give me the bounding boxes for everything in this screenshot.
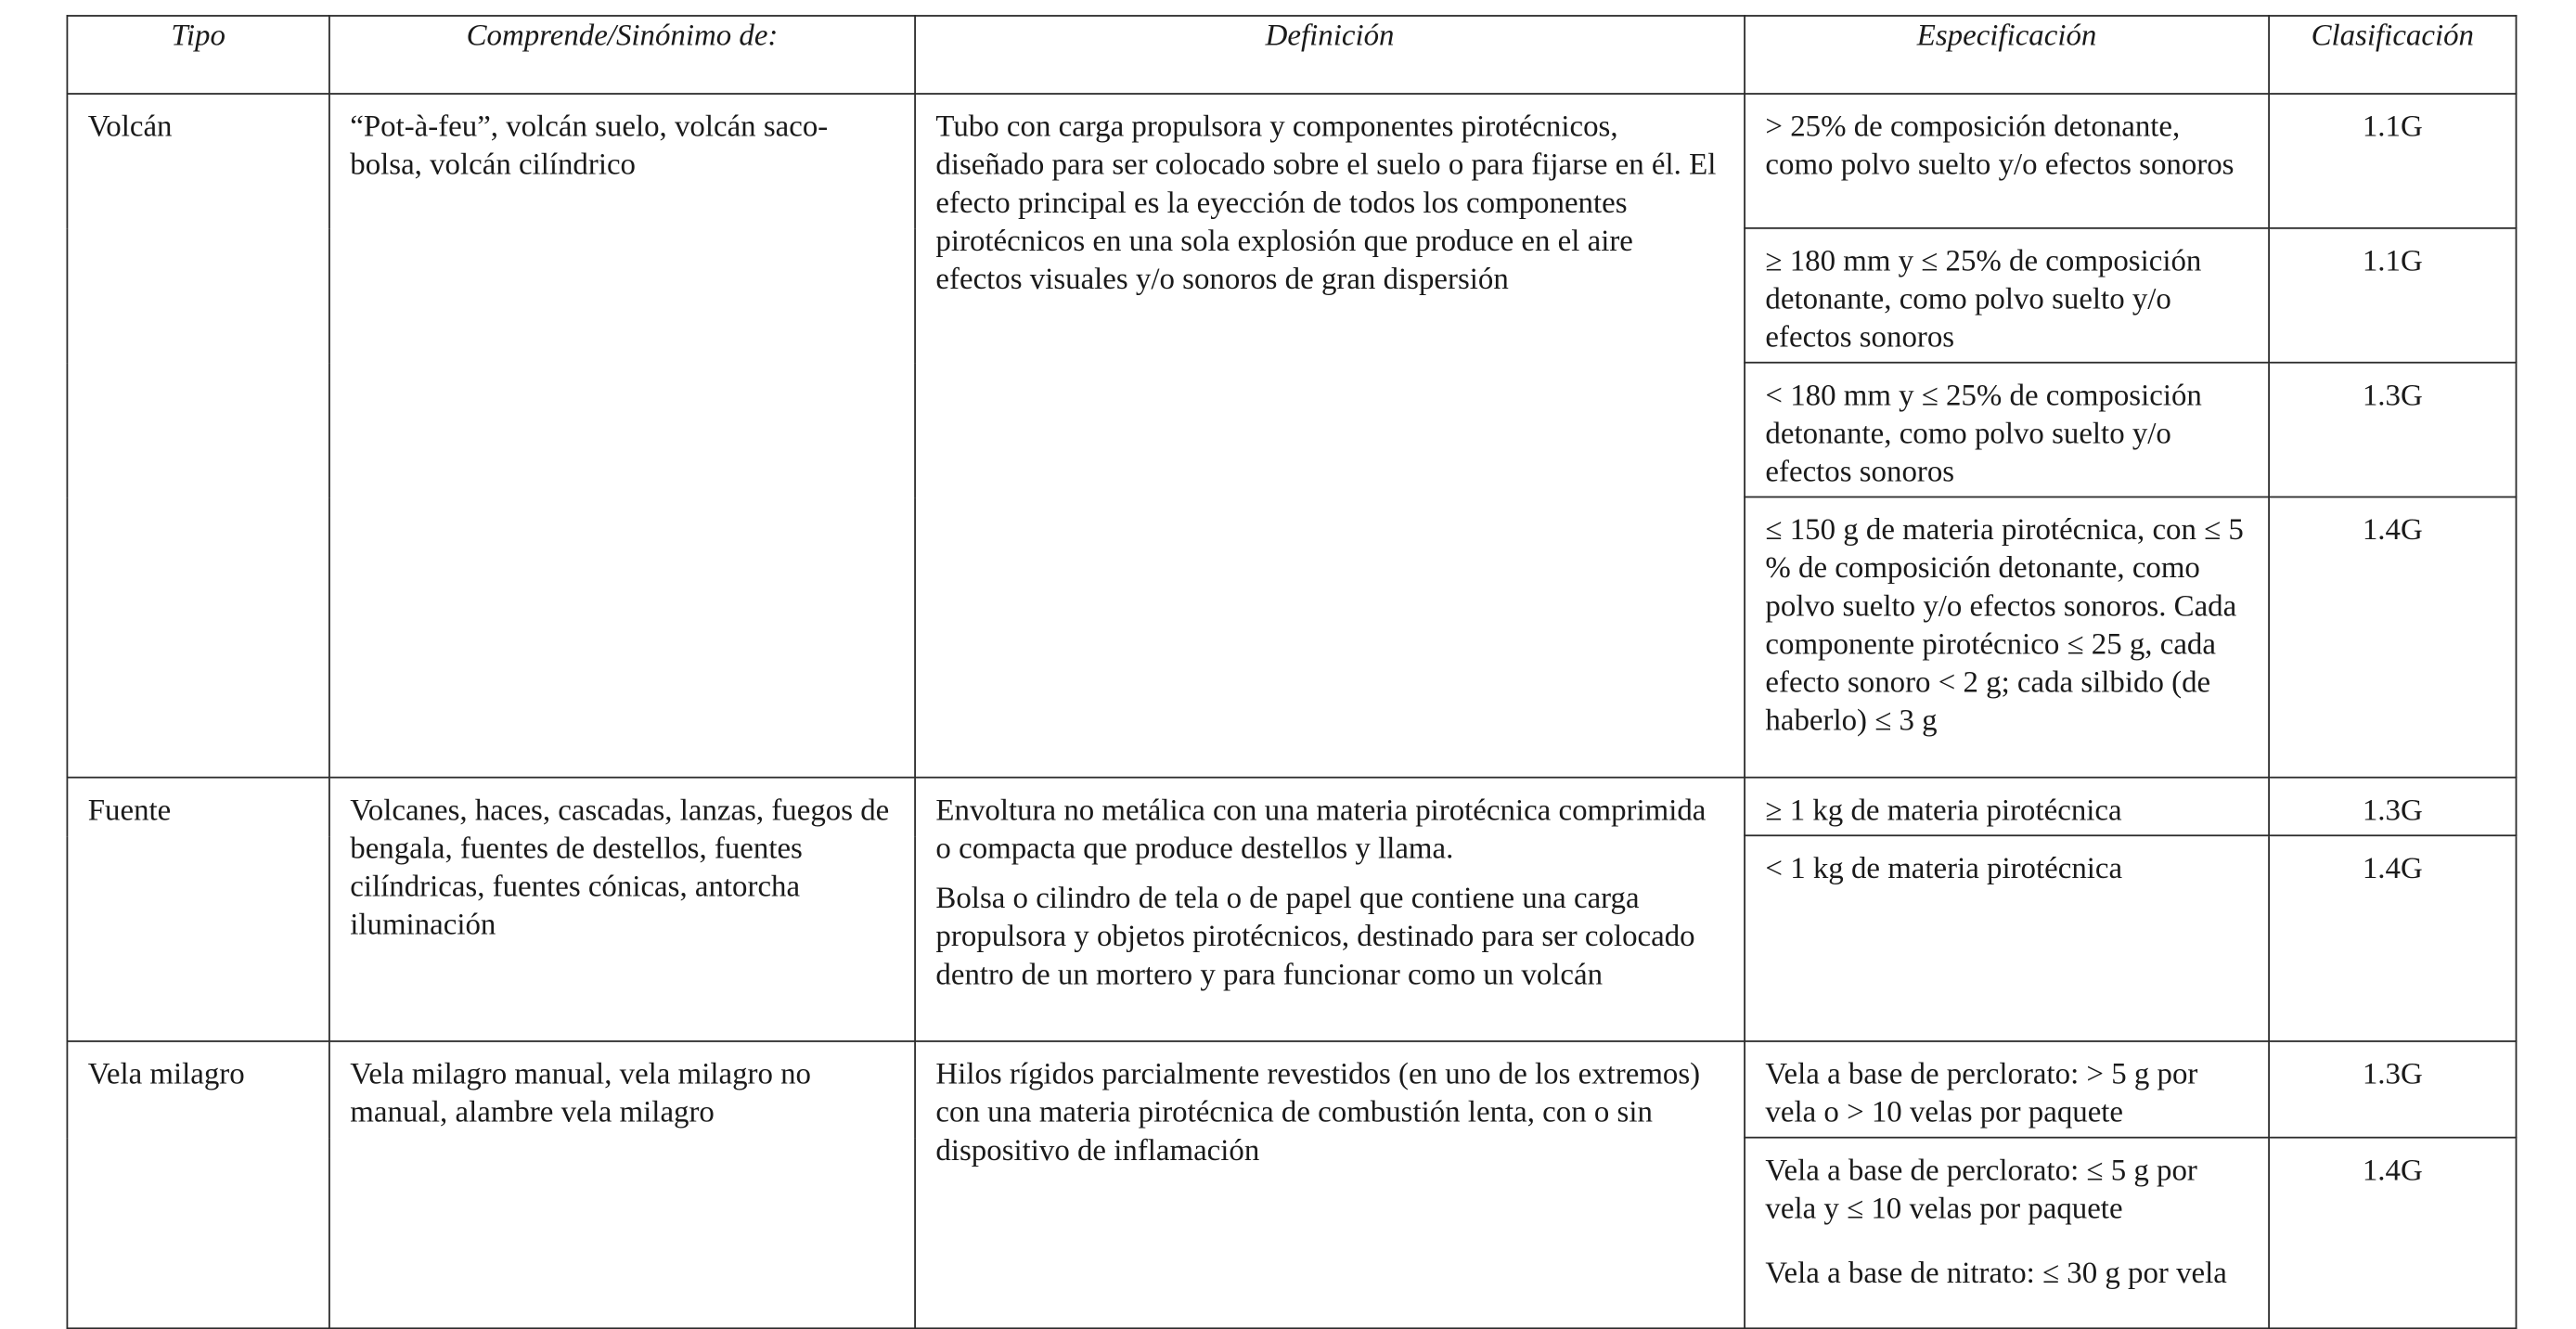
especificacion-cell — [1745, 228, 2269, 363]
especificacion-cell — [1745, 778, 2269, 836]
clasificacion-cell — [2269, 94, 2516, 228]
header-clasificacion: Clasificación — [2269, 16, 2516, 94]
clasificacion-text: 1.1G — [2362, 110, 2423, 143]
clasificacion-cell — [2269, 835, 2516, 1041]
clasificacion-cell — [2269, 497, 2516, 778]
clasificacion-cell — [2269, 228, 2516, 363]
table-row — [67, 778, 2516, 836]
table-row — [67, 1041, 2516, 1138]
tipo-cell — [67, 1041, 329, 1328]
comprende-text: Volcanes, haces, cascadas, lanzas, fuegos de bengala, fuentes de destellos, fuentes cilíndricas, fuentes cónicas, antorcha iluminación — [350, 793, 890, 941]
especificacion-text: > 25% de composición detonante, como polvo suelto y/o efectos sonoros — [1765, 110, 2235, 181]
especificacion-cell — [1745, 1041, 2269, 1138]
definicion-cell — [915, 94, 1745, 778]
clasificacion-text: 1.4G — [2362, 1153, 2423, 1187]
header-especificacion: Especificación — [1745, 16, 2269, 94]
comprende-text: Vela milagro manual, vela milagro no manual, alambre vela milagro — [350, 1056, 812, 1129]
clasificacion-text: 1.1G — [2362, 243, 2423, 277]
especificacion-text: ≥ 1 kg de materia pirotécnica — [1765, 793, 2122, 827]
clasificacion-text: 1.4G — [2362, 512, 2423, 547]
comprende-cell — [329, 1041, 915, 1328]
tipo-text: Fuente — [87, 793, 172, 827]
especificacion-cell — [1745, 363, 2269, 497]
definicion-text: Hilos rígidos parcialmente revestidos (en uno de los extremos) con una materia pirotécnica de combustión lenta, con o sin dispositivo de inflamación — [935, 1056, 1701, 1167]
clasificacion-text: 1.3G — [2362, 378, 2423, 412]
tipo-text: Volcán — [87, 110, 173, 143]
header-comprende: Comprende/Sinónimo de: — [329, 16, 915, 94]
clasificacion-text: 1.4G — [2362, 851, 2423, 885]
comprende-cell — [329, 94, 915, 778]
especificacion-text: < 180 mm y ≤ 25% de composición detonante, como polvo suelto y/o efectos sonoros — [1765, 378, 2202, 488]
clasificacion-cell — [2269, 1138, 2516, 1329]
tipo-cell — [67, 778, 329, 1041]
clasificacion-text: 1.3G — [2362, 1056, 2423, 1090]
comprende-cell — [329, 778, 915, 1041]
especificacion-text: Vela a base de perclorato: > 5 g por vela o > 10 velas por paquete — [1765, 1056, 2198, 1129]
especificacion-text: ≥ 180 mm y ≤ 25% de composición detonante, como polvo suelto y/o efectos sonoros — [1765, 243, 2202, 354]
clasificacion-cell — [2269, 778, 2516, 836]
especificacion-cell — [1745, 835, 2269, 1041]
especificacion-text: ≤ 150 g de materia pirotécnica, con ≤ 5 % de composición detonante, como polvo suelto y/o efectos sonoros. Cada componente pirotécnico ≤ 25 g, cada efecto sonoro < 2 g; cada silbido (de haberlo) ≤ 3 g — [1765, 512, 2244, 737]
clasificacion-cell — [2269, 363, 2516, 497]
classification-table — [67, 15, 2518, 1329]
definicion-cell — [915, 1041, 1745, 1328]
header-definicion: Definición — [915, 16, 1745, 94]
header-tipo: Tipo — [67, 16, 329, 94]
header-row — [67, 16, 2516, 94]
definicion-text: Tubo con carga propulsora y componentes pirotécnicos, diseñado para ser colocado sobre el suelo o para fijarse en él. El efecto principal es la eyección de todos los componentes pirotécnicos en una sola explosión que produce en el aire efectos visuales y/o sonoros de gran dispersión — [935, 110, 1717, 295]
especificacion-text: Vela a base de nitrato: ≤ 30 g por vela — [1765, 1256, 2227, 1289]
especificacion-cell — [1745, 1138, 2269, 1329]
definicion-cell — [915, 778, 1745, 1041]
especificacion-cell — [1745, 497, 2269, 778]
definicion-text: Envoltura no metálica con una materia pirotécnica comprimida o compacta que produce destellos y llama. — [935, 793, 1707, 865]
table-row — [67, 94, 2516, 228]
definicion-text: Bolsa o cilindro de tela o de papel que contiene una carga propulsora y objetos pirotécnicos, destinado para ser colocado dentro de un mortero y para funcionar como un volcán — [935, 881, 1695, 990]
clasificacion-text: 1.3G — [2362, 793, 2423, 827]
comprende-text: “Pot-à-feu”, volcán suelo, volcán saco-bolsa, volcán cilíndrico — [350, 110, 829, 181]
clasificacion-cell — [2269, 1041, 2516, 1138]
tipo-cell — [67, 94, 329, 778]
especificacion-text: < 1 kg de materia pirotécnica — [1765, 851, 2123, 885]
especificacion-cell — [1745, 94, 2269, 228]
especificacion-text: Vela a base de perclorato: ≤ 5 g por vela y ≤ 10 velas por paquete — [1765, 1153, 2197, 1225]
tipo-text: Vela milagro — [87, 1056, 245, 1090]
